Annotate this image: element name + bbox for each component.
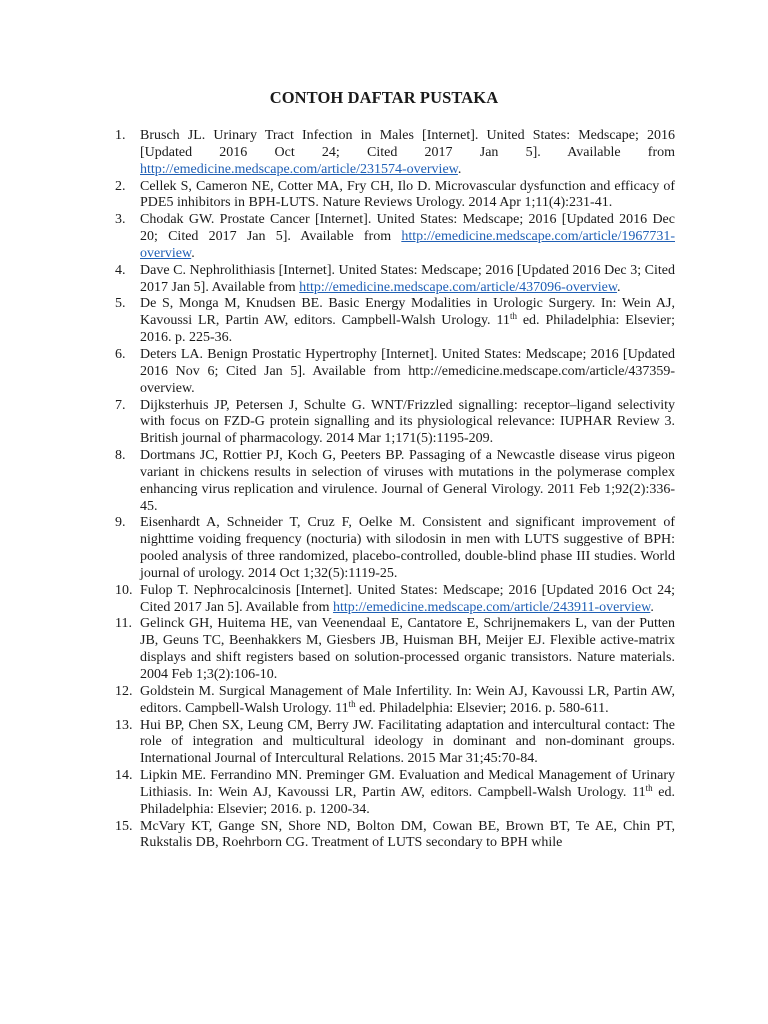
reference-number: 14. — [115, 768, 133, 784]
reference-item — [0, 398, 768, 449]
reference-number: 4. — [115, 262, 126, 278]
reference-number: 5. — [115, 296, 126, 312]
reference-item — [0, 448, 768, 515]
reference-text: Hui BP, Chen SX, Leung CM, Berry JW. Facilitating adaptation and intercultural contact: The role of integration and multicultural ideology in dominant and non-dominant groups. International Journal of Intercultural Relations. 2015 Mar 31;45:70-84. — [140, 717, 675, 767]
reference-item — [0, 515, 768, 582]
reference-text: De S, Monga M, Knudsen BE. Basic Energy Modalities in Urologic Surgery. In: Wein AJ, Kavoussi LR, Partin AW, editors. Campbell-Walsh Urology. 11 — [140, 296, 675, 329]
reference-number: 8. — [115, 448, 126, 464]
reference-text: Fulop T. Nephrocalcinosis [Internet]. United States: Medscape; 2016 [Updated 2016 Oct 24; Cited 2017 Jan 5]. Available from — [140, 582, 675, 615]
reference-number: 12. — [115, 683, 133, 699]
reference-text-end: ed. Philadelphia: Elsevier; 2016. p. 225-36. — [140, 313, 675, 346]
reference-item — [0, 347, 768, 398]
reference-text: Gelinck GH, Huitema HE, van Veenendaal E, Cantatore E, Schrijnemakers L, van der Putten JB, Geuns TC, Beenhakkers M, Giesbers JB, Huisman BH, Meijer EJ. Flexible active-matrix displays and shift registers based on solution-processed organic transistors. Nature materials. 2004 Feb 1;3(2):106-10. — [140, 616, 675, 682]
reference-item — [0, 768, 768, 819]
reference-text: Cellek S, Cameron NE, Cotter MA, Fry CH, Ilo D. Microvascular dysfunction and efficacy of PDE5 inhibitors in BPH-LUTS. Nature Reviews Urology. 2014 Apr 1;11(4):231-41. — [140, 178, 675, 211]
superscript: th — [509, 311, 517, 322]
reference-text-end: . — [617, 279, 621, 295]
reference-text: Dijksterhuis JP, Petersen J, Schulte G. WNT/Frizzled signalling: receptor–ligand selectivity with focus on FZD-G protein signalling and its physiological relevance: IUPHAR Review 3. British journal of pharmacology. 2014 Mar 1;171(5):1195-209. — [140, 397, 675, 447]
reference-text: McVary KT, Gange SN, Shore ND, Bolton DM, Cowan BE, Brown BT, Te AE, Chin PT, Rukstalis DB, Roehrborn CG. Treatment of LUTS secondary to BPH while — [140, 818, 675, 851]
reference-text-end: . — [457, 161, 462, 177]
reference-link[interactable]: http://emedicine.medscape.com/article/437096-overview — [299, 279, 618, 295]
superscript: th — [348, 698, 356, 709]
reference-text: Eisenhardt A, Schneider T, Cruz F, Oelke M. Consistent and significant improvement of nighttime voiding frequency (nocturia) with silodosin in men with LUTS suggestive of BPH: pooled analysis of three randomized, placebo-controlled, double-blind phase III studies. World journal of urology. 2014 Oct 1;32(5):1119-25. — [140, 515, 675, 581]
reference-text: Deters LA. Benign Prostatic Hypertrophy [Internet]. United States: Medscape; 2016 [Updated 2016 Nov 6; Cited Jan 5]. Available from http://emedicine.medscape.com/article/437359-overview. — [140, 346, 675, 396]
reference-text-end: . — [650, 599, 654, 615]
reference-text-end: ed. Philadelphia: Elsevier; 2016. p. 1200-34. — [140, 784, 675, 817]
reference-link[interactable]: http://emedicine.medscape.com/article/243911-overview — [332, 599, 651, 615]
reference-item — [0, 718, 768, 769]
reference-item — [0, 179, 768, 213]
reference-number: 9. — [115, 515, 126, 531]
reference-list — [0, 128, 768, 852]
reference-link[interactable]: http://emedicine.medscape.com/article/231574-overview — [140, 161, 458, 177]
reference-text: Dave C. Nephrolithiasis [Internet]. United States: Medscape; 2016 [Updated 2016 Dec 3; Cited 2017 Jan 5]. Available from — [140, 262, 675, 295]
reference-text: Lipkin ME. Ferrandino MN. Preminger GM. Evaluation and Medical Management of Urinary Lithiasis. In: Wein AJ, Kavoussi LR, Partin AW, editors. Campbell-Walsh Urology. 11 — [140, 768, 675, 800]
reference-item — [0, 616, 768, 683]
reference-item — [0, 263, 768, 297]
reference-text: Chodak GW. Prostate Cancer [Internet]. United States: Medscape; 2016 [Updated 2016 Dec 20; Cited 2017 Jan 5]. Available from — [140, 212, 675, 245]
reference-number: 13. — [115, 717, 133, 733]
reference-number: 11. — [115, 616, 132, 632]
reference-number: 15. — [115, 818, 133, 834]
reference-number: 3. — [115, 212, 126, 228]
reference-text: Goldstein M. Surgical Management of Male Infertility. In: Wein AJ, Kavoussi LR, Partin AW, editors. Campbell-Walsh Urology. 11 — [140, 683, 675, 716]
reference-item — [0, 128, 768, 179]
reference-item — [0, 212, 768, 263]
reference-text: Dortmans JC, Rottier PJ, Koch G, Peeters BP. Passaging of a Newcastle disease virus pigeon variant in chickens results in selection of viruses with mutations in the polymerase complex enhancing virus replication and virulence. Journal of General Virology. 2011 Feb 1;92(2):336-45. — [140, 448, 675, 514]
superscript: th — [645, 782, 653, 793]
reference-text-end: ed. Philadelphia: Elsevier; 2016. p. 580-611. — [355, 700, 609, 716]
reference-link[interactable]: http://emedicine.medscape.com/article/1967731-overview — [140, 229, 675, 261]
reference-number: 1. — [115, 128, 126, 143]
reference-number: 7. — [115, 397, 126, 413]
reference-text: Brusch JL. Urinary Tract Infection in Males [Internet]. United States: Medscape; 2016 [Updated 2016 Oct 24; Cited 2017 Jan 5]. Available from — [140, 128, 675, 160]
reference-item — [0, 296, 768, 347]
reference-item — [0, 819, 768, 853]
reference-number: 2. — [115, 178, 126, 194]
reference-item — [0, 684, 768, 718]
document-title: CONTOH DAFTAR PUSTAKA — [269, 88, 499, 107]
reference-text-end: . — [191, 245, 195, 261]
reference-item — [0, 583, 768, 617]
reference-number: 6. — [115, 346, 126, 362]
reference-number: 10. — [115, 582, 133, 598]
